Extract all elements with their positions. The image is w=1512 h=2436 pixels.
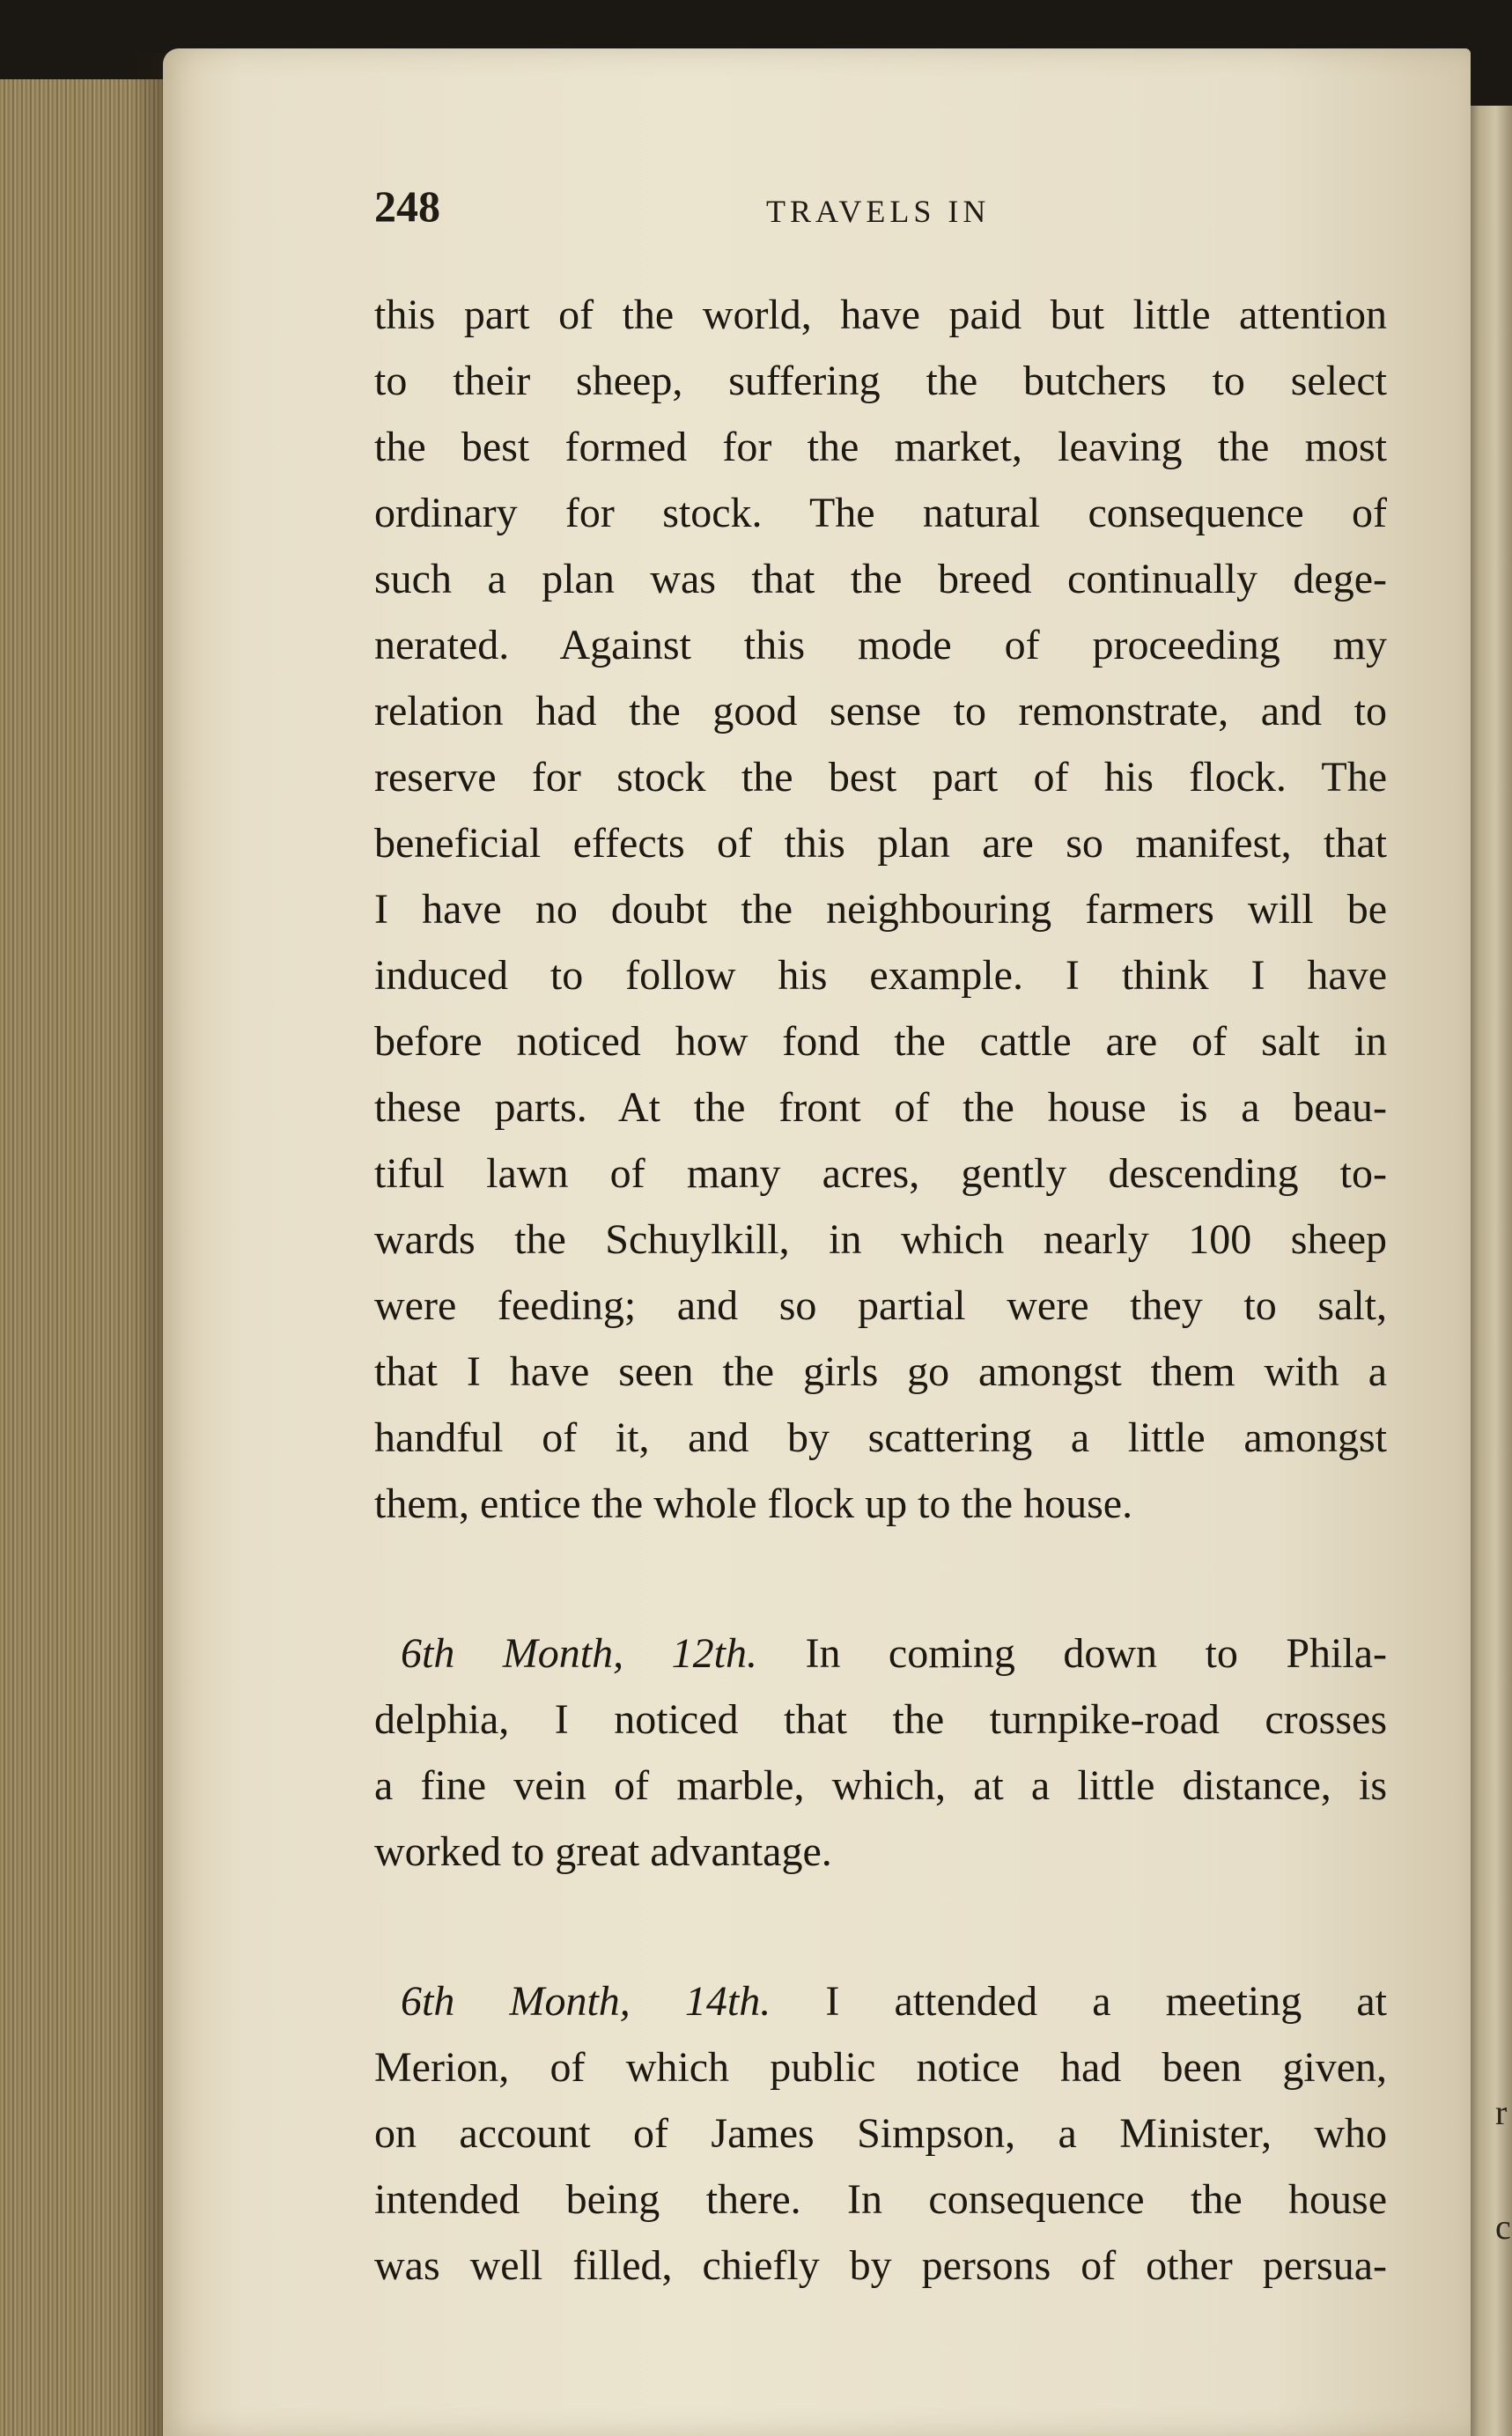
text-line: handful of it, and by scattering a little amongst bbox=[374, 1414, 1387, 1461]
text-line: such a plan was that the breed continually dege- bbox=[374, 556, 1387, 602]
paragraph bbox=[374, 282, 1396, 1537]
text-line: was well filled, chiefly by persons of other persua- bbox=[374, 2242, 1387, 2289]
right-edge-mark: c bbox=[1495, 2207, 1511, 2247]
text-line: I have no doubt the neighbouring farmers will be bbox=[374, 886, 1387, 933]
text-line: to their sheep, suffering the butchers to select bbox=[374, 358, 1387, 404]
text-line: worked to great advantage. bbox=[374, 1828, 832, 1875]
text-line: them, entice the whole flock up to the house. bbox=[374, 1480, 1133, 1527]
text-line: ordinary for stock. The natural consequence of bbox=[374, 490, 1387, 536]
paragraph-gap bbox=[374, 1537, 1396, 1620]
text-line: beneficial effects of this plan are so manifest, that bbox=[374, 820, 1387, 867]
entry-date: 6th Month, 12th. bbox=[401, 1630, 757, 1677]
paragraph bbox=[374, 1968, 1396, 2299]
text-line: a fine vein of marble, which, at a little distance, is bbox=[374, 1762, 1387, 1809]
paragraph bbox=[374, 1620, 1396, 1885]
text-line: intended being there. In consequence the house bbox=[374, 2176, 1387, 2223]
text-line: on account of James Simpson, a Minister, who bbox=[374, 2110, 1387, 2157]
text-line: relation had the good sense to remonstrate, and to bbox=[374, 688, 1387, 734]
page-number: 248 bbox=[374, 181, 440, 231]
text-line: before noticed how fond the cattle are of salt in bbox=[374, 1018, 1387, 1065]
paragraph-gap bbox=[374, 1885, 1396, 1968]
text-line: nerated. Against this mode of proceeding my bbox=[374, 622, 1387, 668]
text-run: I attended a meeting at bbox=[825, 1978, 1387, 2025]
text-line: the best formed for the market, leaving the most bbox=[374, 424, 1387, 470]
text-run: In coming down to Phila- bbox=[805, 1630, 1387, 1677]
text-line: wards the Schuylkill, in which nearly 100 sheep bbox=[374, 1216, 1387, 1263]
text-line: reserve for stock the best part of his flock. The bbox=[374, 754, 1387, 801]
running-head bbox=[374, 181, 1431, 233]
text-line: delphia, I noticed that the turnpike-road crosses bbox=[374, 1696, 1387, 1743]
body-text bbox=[374, 282, 1396, 2299]
text-line: tiful lawn of many acres, gently descending to- bbox=[374, 1150, 1387, 1197]
text-line: induced to follow his example. I think I have bbox=[374, 952, 1387, 999]
right-edge-mark: r bbox=[1495, 2093, 1508, 2132]
running-title: TRAVELS IN bbox=[766, 194, 991, 229]
entry-date: 6th Month, 14th. bbox=[401, 1978, 771, 2025]
text-line bbox=[374, 1968, 1387, 2034]
text-line bbox=[374, 1620, 1387, 1687]
text-line: that I have seen the girls go amongst them with a bbox=[374, 1348, 1387, 1395]
text-line: Merion, of which public notice had been given, bbox=[374, 2044, 1387, 2091]
text-line: were feeding; and so partial were they to salt, bbox=[374, 1282, 1387, 1329]
text-line: this part of the world, have paid but little attention bbox=[374, 292, 1387, 338]
text-line: these parts. At the front of the house is a beau- bbox=[374, 1084, 1387, 1131]
